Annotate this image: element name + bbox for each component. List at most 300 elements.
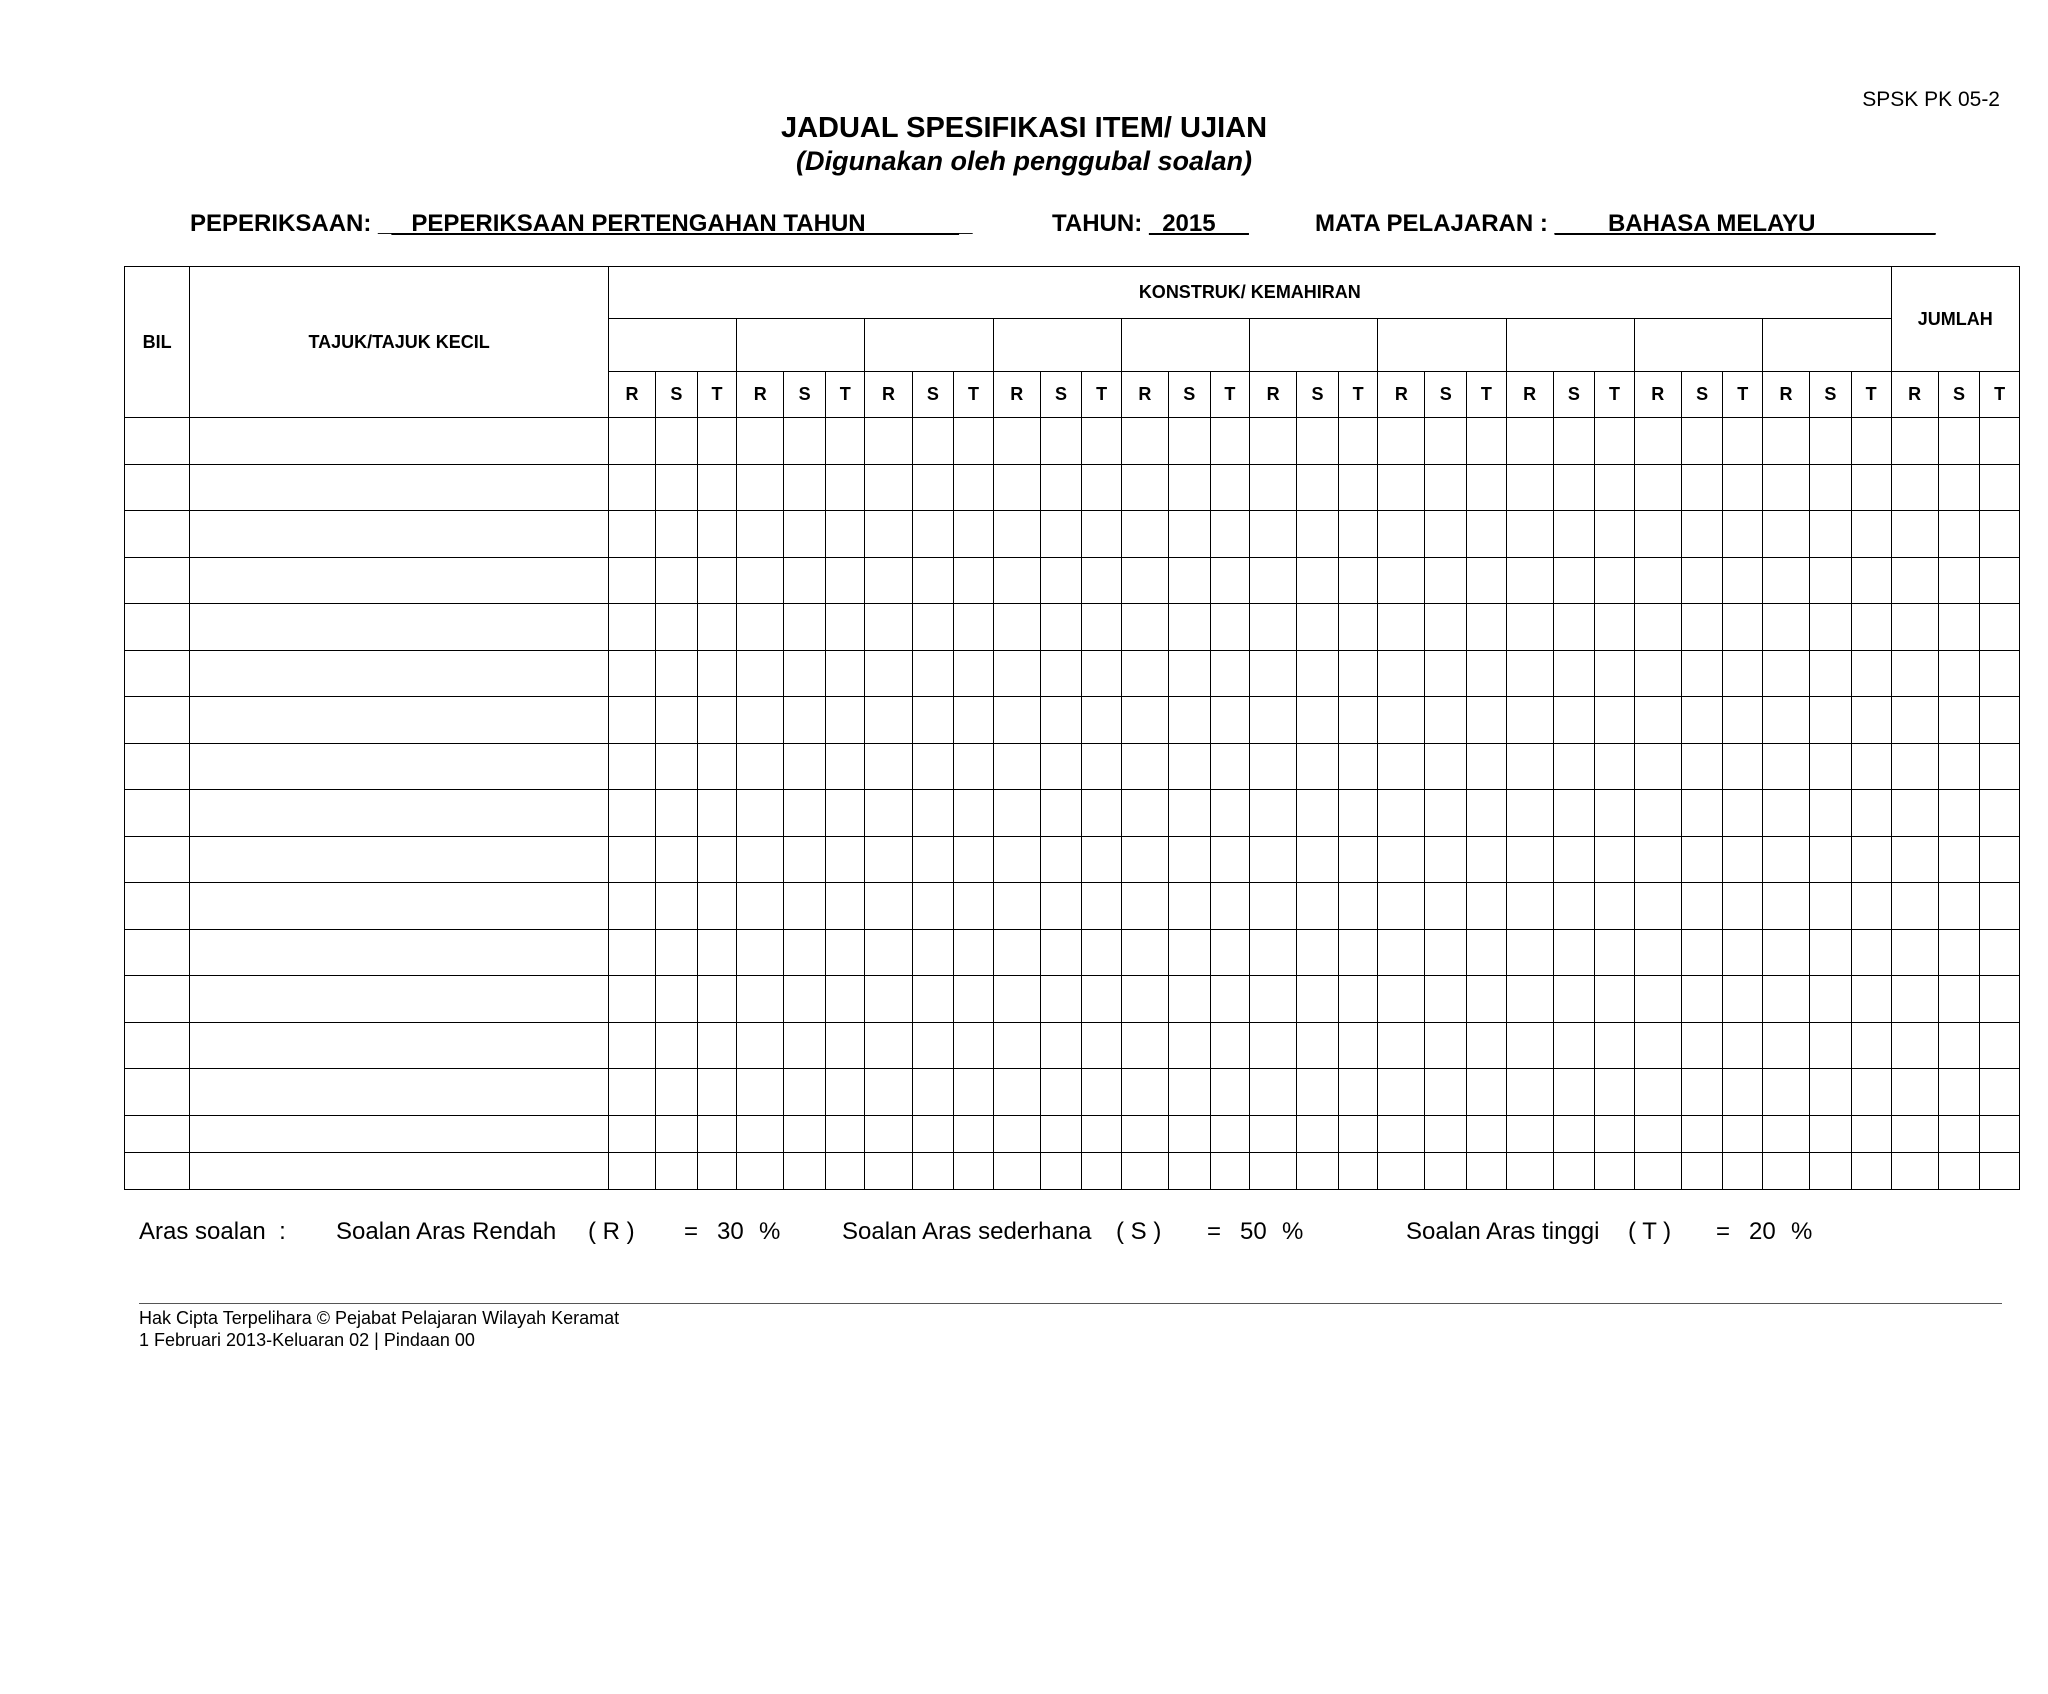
score-cell[interactable] — [1938, 697, 1980, 744]
score-cell[interactable] — [1378, 883, 1425, 930]
score-cell[interactable] — [1338, 650, 1378, 697]
score-cell[interactable] — [1040, 1022, 1082, 1069]
bil-cell[interactable] — [125, 464, 190, 511]
score-cell[interactable] — [1378, 511, 1425, 558]
score-cell[interactable] — [1506, 976, 1553, 1023]
score-cell[interactable] — [1595, 511, 1635, 558]
score-cell[interactable] — [784, 743, 826, 790]
score-cell[interactable] — [1681, 418, 1723, 465]
score-cell[interactable] — [1425, 743, 1467, 790]
bil-cell[interactable] — [125, 418, 190, 465]
score-cell[interactable] — [993, 790, 1040, 837]
score-cell[interactable] — [1506, 511, 1553, 558]
score-cell[interactable] — [1121, 836, 1168, 883]
score-cell[interactable] — [1763, 557, 1810, 604]
score-cell[interactable] — [1378, 604, 1425, 651]
score-cell[interactable] — [1851, 650, 1891, 697]
score-cell[interactable] — [1980, 929, 2020, 976]
score-cell[interactable] — [1891, 511, 1938, 558]
score-cell[interactable] — [1723, 1115, 1763, 1152]
score-cell[interactable] — [1553, 1022, 1595, 1069]
score-cell[interactable] — [697, 511, 737, 558]
score-cell[interactable] — [1723, 883, 1763, 930]
score-cell[interactable] — [993, 743, 1040, 790]
score-cell[interactable] — [1851, 511, 1891, 558]
score-cell[interactable] — [1938, 464, 1980, 511]
score-cell[interactable] — [1851, 1022, 1891, 1069]
score-cell[interactable] — [1634, 1152, 1681, 1189]
score-cell[interactable] — [1425, 929, 1467, 976]
score-cell[interactable] — [1297, 929, 1339, 976]
score-cell[interactable] — [1338, 790, 1378, 837]
score-cell[interactable] — [1634, 976, 1681, 1023]
score-cell[interactable] — [1553, 418, 1595, 465]
score-cell[interactable] — [912, 650, 954, 697]
score-cell[interactable] — [1553, 929, 1595, 976]
score-cell[interactable] — [1121, 1115, 1168, 1152]
score-cell[interactable] — [1082, 557, 1122, 604]
score-cell[interactable] — [784, 929, 826, 976]
score-cell[interactable] — [1425, 1022, 1467, 1069]
score-cell[interactable] — [784, 464, 826, 511]
score-cell[interactable] — [1297, 697, 1339, 744]
score-cell[interactable] — [1250, 743, 1297, 790]
score-cell[interactable] — [1297, 1115, 1339, 1152]
score-cell[interactable] — [656, 697, 698, 744]
score-cell[interactable] — [1082, 976, 1122, 1023]
score-cell[interactable] — [1810, 976, 1852, 1023]
score-cell[interactable] — [1040, 976, 1082, 1023]
score-cell[interactable] — [865, 418, 912, 465]
score-cell[interactable] — [1851, 697, 1891, 744]
score-cell[interactable] — [1425, 557, 1467, 604]
score-cell[interactable] — [1595, 464, 1635, 511]
score-cell[interactable] — [954, 604, 994, 651]
score-cell[interactable] — [1595, 697, 1635, 744]
score-cell[interactable] — [1210, 883, 1250, 930]
score-cell[interactable] — [737, 464, 784, 511]
score-cell[interactable] — [1891, 557, 1938, 604]
score-cell[interactable] — [697, 929, 737, 976]
score-cell[interactable] — [1210, 650, 1250, 697]
score-cell[interactable] — [1723, 650, 1763, 697]
score-cell[interactable] — [1681, 650, 1723, 697]
score-cell[interactable] — [1168, 557, 1210, 604]
score-cell[interactable] — [1506, 743, 1553, 790]
score-cell[interactable] — [1891, 604, 1938, 651]
score-cell[interactable] — [1040, 743, 1082, 790]
score-cell[interactable] — [1210, 743, 1250, 790]
score-cell[interactable] — [609, 418, 656, 465]
score-cell[interactable] — [912, 836, 954, 883]
score-cell[interactable] — [912, 511, 954, 558]
score-cell[interactable] — [1210, 790, 1250, 837]
score-cell[interactable] — [1378, 557, 1425, 604]
score-cell[interactable] — [656, 1069, 698, 1116]
score-cell[interactable] — [1378, 976, 1425, 1023]
score-cell[interactable] — [993, 418, 1040, 465]
score-cell[interactable] — [865, 1152, 912, 1189]
score-cell[interactable] — [865, 929, 912, 976]
score-cell[interactable] — [1553, 743, 1595, 790]
score-cell[interactable] — [1553, 976, 1595, 1023]
score-cell[interactable] — [1040, 418, 1082, 465]
score-cell[interactable] — [1723, 511, 1763, 558]
score-cell[interactable] — [656, 511, 698, 558]
score-cell[interactable] — [737, 836, 784, 883]
score-cell[interactable] — [1723, 929, 1763, 976]
score-cell[interactable] — [1980, 418, 2020, 465]
bil-cell[interactable] — [125, 1069, 190, 1116]
score-cell[interactable] — [1297, 604, 1339, 651]
score-cell[interactable] — [1553, 557, 1595, 604]
score-cell[interactable] — [1168, 929, 1210, 976]
score-cell[interactable] — [1121, 650, 1168, 697]
bil-cell[interactable] — [125, 511, 190, 558]
score-cell[interactable] — [1851, 1069, 1891, 1116]
score-cell[interactable] — [1634, 650, 1681, 697]
score-cell[interactable] — [656, 976, 698, 1023]
score-cell[interactable] — [1681, 511, 1723, 558]
score-cell[interactable] — [609, 511, 656, 558]
score-cell[interactable] — [1082, 836, 1122, 883]
score-cell[interactable] — [1891, 790, 1938, 837]
score-cell[interactable] — [1723, 1022, 1763, 1069]
score-cell[interactable] — [1467, 1022, 1507, 1069]
score-cell[interactable] — [656, 929, 698, 976]
score-cell[interactable] — [865, 650, 912, 697]
score-cell[interactable] — [825, 1152, 865, 1189]
score-cell[interactable] — [1851, 1115, 1891, 1152]
score-cell[interactable] — [1121, 743, 1168, 790]
score-cell[interactable] — [954, 557, 994, 604]
score-cell[interactable] — [609, 1152, 656, 1189]
score-cell[interactable] — [737, 604, 784, 651]
score-cell[interactable] — [1121, 790, 1168, 837]
score-cell[interactable] — [1595, 836, 1635, 883]
topic-cell[interactable] — [190, 650, 609, 697]
score-cell[interactable] — [656, 1152, 698, 1189]
score-cell[interactable] — [993, 650, 1040, 697]
score-cell[interactable] — [1723, 1152, 1763, 1189]
score-cell[interactable] — [1168, 743, 1210, 790]
score-cell[interactable] — [1250, 1152, 1297, 1189]
score-cell[interactable] — [1634, 697, 1681, 744]
score-cell[interactable] — [1595, 790, 1635, 837]
score-cell[interactable] — [954, 1022, 994, 1069]
score-cell[interactable] — [1763, 418, 1810, 465]
score-cell[interactable] — [1634, 464, 1681, 511]
score-cell[interactable] — [1338, 1069, 1378, 1116]
score-cell[interactable] — [1595, 1115, 1635, 1152]
score-cell[interactable] — [784, 836, 826, 883]
score-cell[interactable] — [1980, 1022, 2020, 1069]
score-cell[interactable] — [865, 883, 912, 930]
score-cell[interactable] — [1250, 790, 1297, 837]
score-cell[interactable] — [993, 511, 1040, 558]
score-cell[interactable] — [1040, 464, 1082, 511]
score-cell[interactable] — [1121, 976, 1168, 1023]
score-cell[interactable] — [1378, 1115, 1425, 1152]
score-cell[interactable] — [1810, 1069, 1852, 1116]
score-cell[interactable] — [1250, 650, 1297, 697]
score-cell[interactable] — [1810, 511, 1852, 558]
topic-cell[interactable] — [190, 743, 609, 790]
score-cell[interactable] — [1425, 1069, 1467, 1116]
score-cell[interactable] — [1506, 883, 1553, 930]
score-cell[interactable] — [1378, 1022, 1425, 1069]
score-cell[interactable] — [1938, 743, 1980, 790]
score-cell[interactable] — [656, 1115, 698, 1152]
score-cell[interactable] — [609, 604, 656, 651]
score-cell[interactable] — [1595, 1152, 1635, 1189]
score-cell[interactable] — [1250, 557, 1297, 604]
score-cell[interactable] — [1681, 1152, 1723, 1189]
score-cell[interactable] — [1040, 557, 1082, 604]
score-cell[interactable] — [697, 743, 737, 790]
score-cell[interactable] — [1378, 650, 1425, 697]
score-cell[interactable] — [912, 1115, 954, 1152]
topic-cell[interactable] — [190, 1069, 609, 1116]
score-cell[interactable] — [1082, 650, 1122, 697]
score-cell[interactable] — [784, 604, 826, 651]
score-cell[interactable] — [1121, 604, 1168, 651]
score-cell[interactable] — [993, 557, 1040, 604]
score-cell[interactable] — [825, 604, 865, 651]
score-cell[interactable] — [1082, 790, 1122, 837]
score-cell[interactable] — [609, 836, 656, 883]
score-cell[interactable] — [1723, 557, 1763, 604]
score-cell[interactable] — [656, 836, 698, 883]
score-cell[interactable] — [1040, 836, 1082, 883]
score-cell[interactable] — [1980, 650, 2020, 697]
score-cell[interactable] — [825, 790, 865, 837]
score-cell[interactable] — [1634, 1115, 1681, 1152]
score-cell[interactable] — [1121, 464, 1168, 511]
score-cell[interactable] — [1810, 883, 1852, 930]
score-cell[interactable] — [1810, 743, 1852, 790]
score-cell[interactable] — [993, 1152, 1040, 1189]
score-cell[interactable] — [865, 1069, 912, 1116]
score-cell[interactable] — [1168, 464, 1210, 511]
score-cell[interactable] — [1723, 836, 1763, 883]
score-cell[interactable] — [1980, 604, 2020, 651]
score-cell[interactable] — [954, 836, 994, 883]
score-cell[interactable] — [954, 511, 994, 558]
score-cell[interactable] — [1595, 976, 1635, 1023]
score-cell[interactable] — [1168, 418, 1210, 465]
score-cell[interactable] — [912, 604, 954, 651]
score-cell[interactable] — [1040, 1115, 1082, 1152]
score-cell[interactable] — [1378, 464, 1425, 511]
score-cell[interactable] — [1938, 929, 1980, 976]
score-cell[interactable] — [1595, 883, 1635, 930]
score-cell[interactable] — [1250, 883, 1297, 930]
score-cell[interactable] — [1297, 418, 1339, 465]
score-cell[interactable] — [912, 976, 954, 1023]
score-cell[interactable] — [1980, 976, 2020, 1023]
score-cell[interactable] — [784, 650, 826, 697]
score-cell[interactable] — [1553, 790, 1595, 837]
score-cell[interactable] — [1121, 929, 1168, 976]
score-cell[interactable] — [737, 697, 784, 744]
score-cell[interactable] — [1763, 1115, 1810, 1152]
score-cell[interactable] — [825, 929, 865, 976]
score-cell[interactable] — [1634, 836, 1681, 883]
score-cell[interactable] — [1297, 1152, 1339, 1189]
score-cell[interactable] — [912, 883, 954, 930]
score-cell[interactable] — [1810, 1152, 1852, 1189]
score-cell[interactable] — [1338, 1115, 1378, 1152]
score-cell[interactable] — [825, 743, 865, 790]
score-cell[interactable] — [1595, 1022, 1635, 1069]
score-cell[interactable] — [1040, 697, 1082, 744]
score-cell[interactable] — [825, 697, 865, 744]
score-cell[interactable] — [993, 464, 1040, 511]
score-cell[interactable] — [912, 557, 954, 604]
score-cell[interactable] — [697, 557, 737, 604]
score-cell[interactable] — [1338, 743, 1378, 790]
score-cell[interactable] — [1980, 836, 2020, 883]
score-cell[interactable] — [993, 883, 1040, 930]
score-cell[interactable] — [1425, 511, 1467, 558]
score-cell[interactable] — [737, 1115, 784, 1152]
score-cell[interactable] — [656, 464, 698, 511]
bil-cell[interactable] — [125, 836, 190, 883]
score-cell[interactable] — [1506, 1022, 1553, 1069]
score-cell[interactable] — [993, 604, 1040, 651]
score-cell[interactable] — [1378, 929, 1425, 976]
score-cell[interactable] — [609, 929, 656, 976]
score-cell[interactable] — [865, 836, 912, 883]
score-cell[interactable] — [1851, 883, 1891, 930]
score-cell[interactable] — [1467, 557, 1507, 604]
score-cell[interactable] — [1338, 604, 1378, 651]
score-cell[interactable] — [609, 976, 656, 1023]
score-cell[interactable] — [954, 1152, 994, 1189]
score-cell[interactable] — [1040, 1069, 1082, 1116]
score-cell[interactable] — [825, 557, 865, 604]
score-cell[interactable] — [1891, 418, 1938, 465]
score-cell[interactable] — [1210, 511, 1250, 558]
score-cell[interactable] — [865, 790, 912, 837]
score-cell[interactable] — [609, 1022, 656, 1069]
score-cell[interactable] — [697, 1152, 737, 1189]
score-cell[interactable] — [1210, 697, 1250, 744]
score-cell[interactable] — [1851, 557, 1891, 604]
score-cell[interactable] — [1467, 418, 1507, 465]
score-cell[interactable] — [993, 836, 1040, 883]
score-cell[interactable] — [1082, 464, 1122, 511]
score-cell[interactable] — [1378, 697, 1425, 744]
score-cell[interactable] — [825, 1022, 865, 1069]
score-cell[interactable] — [912, 929, 954, 976]
score-cell[interactable] — [1891, 929, 1938, 976]
score-cell[interactable] — [609, 790, 656, 837]
score-cell[interactable] — [1763, 697, 1810, 744]
score-cell[interactable] — [656, 790, 698, 837]
score-cell[interactable] — [784, 1022, 826, 1069]
score-cell[interactable] — [1681, 929, 1723, 976]
score-cell[interactable] — [1938, 511, 1980, 558]
score-cell[interactable] — [912, 697, 954, 744]
score-cell[interactable] — [784, 883, 826, 930]
score-cell[interactable] — [1297, 1069, 1339, 1116]
score-cell[interactable] — [656, 418, 698, 465]
topic-cell[interactable] — [190, 976, 609, 1023]
score-cell[interactable] — [1506, 929, 1553, 976]
score-cell[interactable] — [1553, 1152, 1595, 1189]
score-cell[interactable] — [1810, 1115, 1852, 1152]
score-cell[interactable] — [1250, 697, 1297, 744]
score-cell[interactable] — [1851, 976, 1891, 1023]
score-cell[interactable] — [784, 790, 826, 837]
score-cell[interactable] — [656, 557, 698, 604]
score-cell[interactable] — [1763, 790, 1810, 837]
bil-cell[interactable] — [125, 790, 190, 837]
score-cell[interactable] — [1467, 976, 1507, 1023]
score-cell[interactable] — [1121, 1022, 1168, 1069]
score-cell[interactable] — [1467, 697, 1507, 744]
score-cell[interactable] — [1763, 650, 1810, 697]
score-cell[interactable] — [1082, 511, 1122, 558]
score-cell[interactable] — [1851, 790, 1891, 837]
score-cell[interactable] — [1553, 1115, 1595, 1152]
score-cell[interactable] — [1250, 1069, 1297, 1116]
score-cell[interactable] — [1210, 976, 1250, 1023]
topic-cell[interactable] — [190, 790, 609, 837]
score-cell[interactable] — [609, 1069, 656, 1116]
score-cell[interactable] — [1082, 883, 1122, 930]
score-cell[interactable] — [1938, 650, 1980, 697]
score-cell[interactable] — [1938, 604, 1980, 651]
score-cell[interactable] — [1082, 743, 1122, 790]
score-cell[interactable] — [1082, 697, 1122, 744]
score-cell[interactable] — [656, 743, 698, 790]
score-cell[interactable] — [912, 418, 954, 465]
score-cell[interactable] — [912, 743, 954, 790]
score-cell[interactable] — [737, 511, 784, 558]
score-cell[interactable] — [1250, 604, 1297, 651]
score-cell[interactable] — [1040, 1152, 1082, 1189]
score-cell[interactable] — [697, 836, 737, 883]
score-cell[interactable] — [1506, 836, 1553, 883]
score-cell[interactable] — [1297, 743, 1339, 790]
score-cell[interactable] — [1467, 511, 1507, 558]
score-cell[interactable] — [954, 650, 994, 697]
score-cell[interactable] — [1425, 790, 1467, 837]
score-cell[interactable] — [1250, 464, 1297, 511]
score-cell[interactable] — [1634, 604, 1681, 651]
score-cell[interactable] — [737, 976, 784, 1023]
topic-cell[interactable] — [190, 929, 609, 976]
score-cell[interactable] — [1938, 1152, 1980, 1189]
score-cell[interactable] — [737, 790, 784, 837]
score-cell[interactable] — [784, 976, 826, 1023]
score-cell[interactable] — [865, 976, 912, 1023]
score-cell[interactable] — [1040, 929, 1082, 976]
topic-cell[interactable] — [190, 1115, 609, 1152]
score-cell[interactable] — [1506, 418, 1553, 465]
score-cell[interactable] — [1810, 836, 1852, 883]
score-cell[interactable] — [1210, 604, 1250, 651]
score-cell[interactable] — [1425, 976, 1467, 1023]
score-cell[interactable] — [1851, 1152, 1891, 1189]
bil-cell[interactable] — [125, 976, 190, 1023]
score-cell[interactable] — [1338, 1022, 1378, 1069]
score-cell[interactable] — [737, 557, 784, 604]
score-cell[interactable] — [954, 976, 994, 1023]
